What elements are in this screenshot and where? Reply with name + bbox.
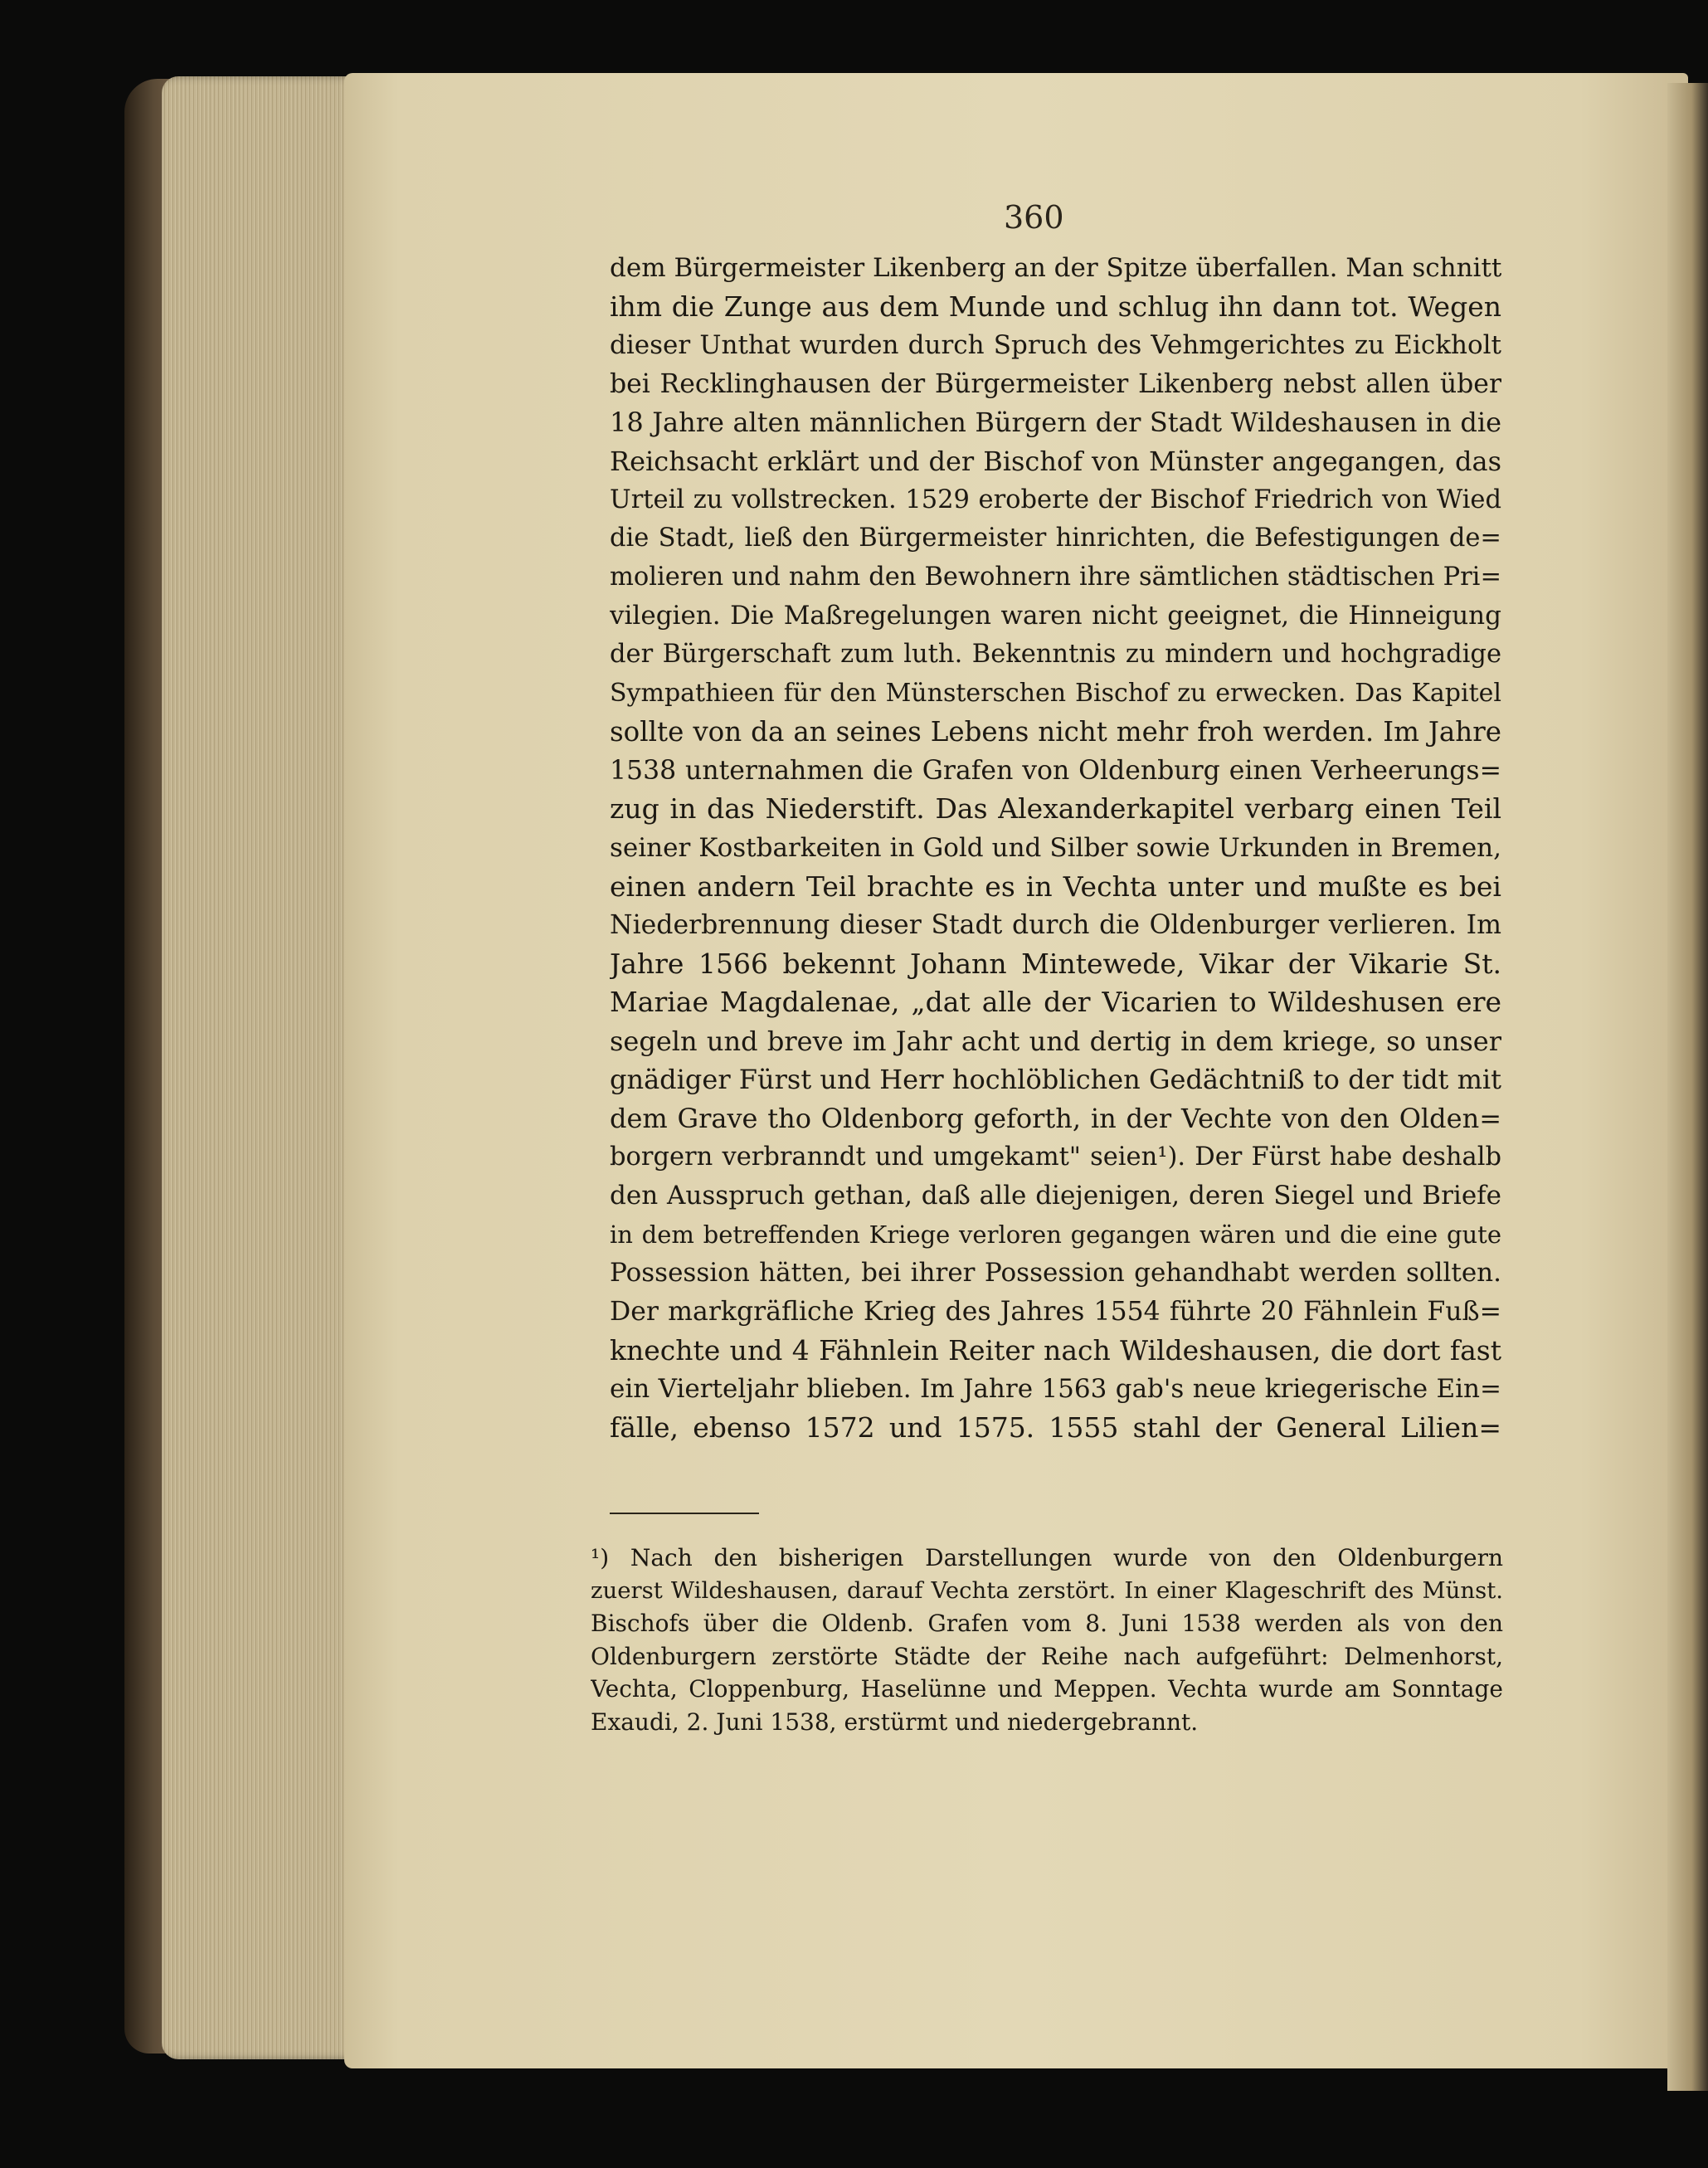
text-line: molieren und nahm den Bewohnern ihre sämtlichen städtischen Pri= [610, 562, 1501, 592]
footnote-line: Vechta, Cloppenburg, Haselünne und Meppen. Vechta wurde am Sonntage [591, 1675, 1503, 1703]
text-line: segeln und breve im Jahr acht und dertig in dem kriege, so unser [610, 1025, 1501, 1057]
text-line: fälle, ebenso 1572 und 1575. 1555 stahl der General Lilien= [610, 1410, 1501, 1444]
text-line: Possession hätten, bei ihrer Possession gehandhabt werden sollten. [610, 1258, 1501, 1289]
text-line: den Ausspruch gethan, daß alle diejenigen, deren Siegel und Briefe [610, 1181, 1501, 1211]
text-line: Urteil zu vollstrecken. 1529 eroberte der Bischof Friedrich von Wied [610, 485, 1501, 514]
text-line: Jahre 1566 bekennt Johann Mintewede, Vikar der Vikarie St. [610, 947, 1501, 980]
text-line: borgern verbranndt und umgekamt" seien¹). Der Fürst habe deshalb [610, 1142, 1501, 1172]
text-line: ein Vierteljahr blieben. Im Jahre 1563 gab's neue kriegerische Ein= [610, 1374, 1501, 1405]
text-line: dieser Unthat wurden durch Spruch des Vehmgerichtes zu Eickholt [610, 330, 1501, 361]
footnote-line: ¹) Nach den bisherigen Darstellungen wurde von den Oldenburgern [591, 1544, 1503, 1571]
text-line: der Bürgerschaft zum luth. Bekenntnis zu mindern und hochgradige [610, 639, 1501, 669]
text-line: die Stadt, ließ den Bürgermeister hinrichten, die Befestigungen de= [610, 524, 1501, 553]
page-edges [162, 76, 361, 2059]
text-line: 18 Jahre alten männlichen Bürgern der Stadt Wildeshausen in die [610, 407, 1501, 439]
text-line: Der markgräfliche Krieg des Jahres 1554 führte 20 Fähnlein Fuß= [610, 1297, 1501, 1328]
footnote-line: Bischofs über die Oldenb. Grafen vom 8. Juni 1538 werden als von den [591, 1610, 1503, 1637]
text-line: zug in das Niederstift. Das Alexanderkapitel verbarg einen Teil [610, 792, 1501, 826]
next-leaf-edge [1667, 83, 1708, 2091]
footnote-line: Oldenburgern zerstörte Städte der Reihe nach aufgeführt: Delmenhorst, [591, 1642, 1503, 1670]
text-line: knechte und 4 Fähnlein Reiter nach Wildeshausen, die dort fast [610, 1333, 1501, 1367]
text-line: in dem betreffenden Kriege verloren gegangen wären und die eine gute [610, 1220, 1501, 1249]
footnote-divider [610, 1513, 759, 1514]
text-line: Reichsacht erklärt und der Bischof von Münster angegangen, das [610, 445, 1501, 477]
text-line: bei Recklinghausen der Bürgermeister Likenberg nebst allen über [610, 368, 1501, 399]
text-line: Niederbrennung dieser Stadt durch die Oldenburger verlieren. Im [610, 910, 1501, 941]
text-line: ihm die Zunge aus dem Munde und schlug ihn dann tot. Wegen [610, 290, 1501, 323]
footnote-line: Exaudi, 2. Juni 1538, erstürmt und niedergebrannt. [591, 1708, 1199, 1736]
text-line: vilegien. Die Maßregelungen waren nicht geeignet, die Hinneigung [610, 601, 1501, 631]
text-line: gnädiger Fürst und Herr hochlöblichen Gedächtniß to der tidt mit [610, 1064, 1501, 1096]
text-line: seiner Kostbarkeiten in Gold und Silber sowie Urkunden in Bremen, [610, 832, 1501, 863]
text-line: Sympathieen für den Münsterschen Bischof zu erwecken. Das Kapitel [610, 678, 1501, 708]
text-line: einen andern Teil brachte es in Vechta unter und mußte es bei [610, 870, 1501, 903]
footnote [591, 1542, 1503, 1738]
text-line: Mariae Magdalenae, „dat alle der Vicarien to Wildeshusen ere [610, 986, 1501, 1019]
text-line: sollte von da an seines Lebens nicht mehr froh werden. Im Jahre [610, 716, 1501, 748]
footnote-line: zuerst Wildeshausen, darauf Vechta zerstört. In einer Klageschrift des Münst. [591, 1576, 1503, 1604]
body-text [610, 249, 1501, 1447]
page-number: 360 [1004, 199, 1064, 236]
text-line: dem Bürgermeister Likenberg an der Spitze überfallen. Man schnitt [610, 253, 1501, 283]
text-line: 1538 unternahmen die Grafen von Oldenburg einen Verheerungs= [610, 755, 1501, 786]
text-line: dem Grave tho Oldenborg geforth, in der Vechte von den Olden= [610, 1103, 1501, 1135]
